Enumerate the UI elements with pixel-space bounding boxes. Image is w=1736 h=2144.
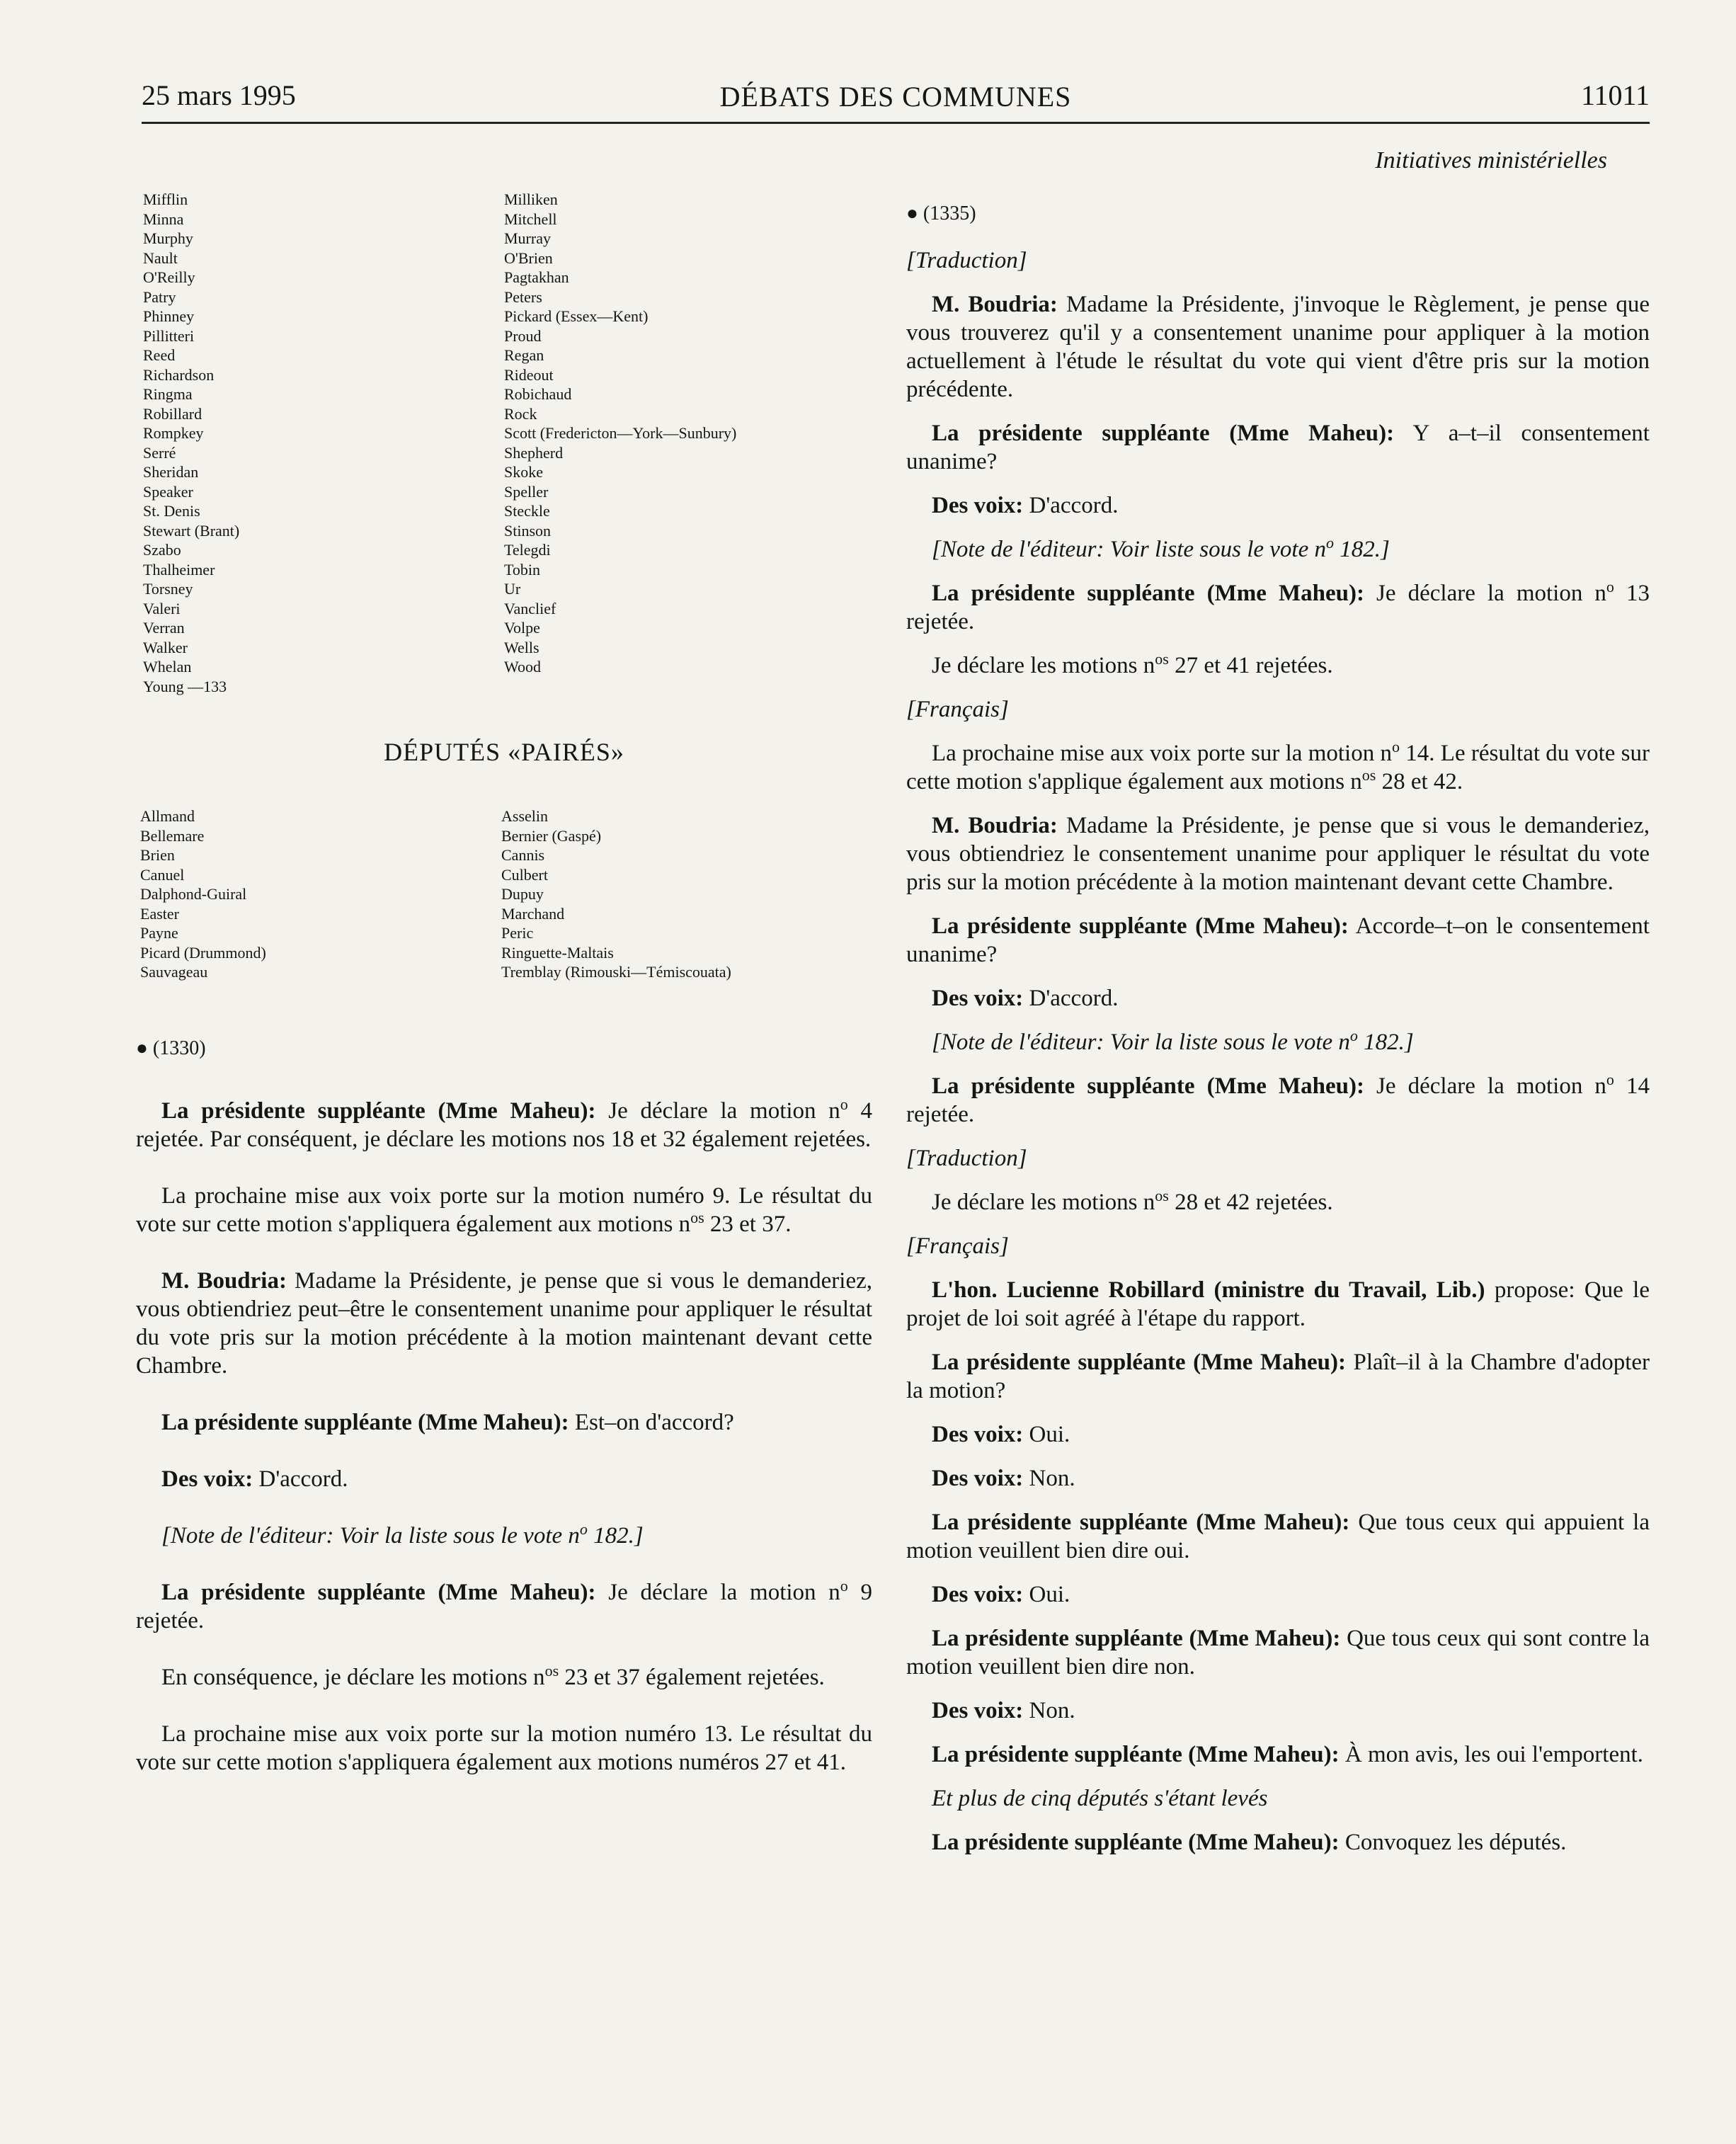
- stage-direction: Et plus de cinq députés s'étant levés: [932, 1786, 1268, 1811]
- section-heading: Initiatives ministérielles: [1375, 147, 1607, 173]
- member-name: Serré: [143, 443, 176, 462]
- member-name: Mitchell: [504, 210, 557, 228]
- member-name: Ringuette-Maltais: [501, 943, 614, 962]
- member-name: Rock: [504, 404, 537, 423]
- member-name: Minna: [143, 210, 184, 228]
- paired-column-2: [501, 806, 855, 982]
- member-name: Regan: [504, 346, 544, 364]
- paired-names-list: [136, 806, 872, 982]
- speaker: L'hon. Lucienne Robillard (ministre du Travail, Lib.): [932, 1277, 1485, 1303]
- member-name: Walker: [143, 638, 188, 656]
- member-name: Reed: [143, 346, 176, 364]
- member-name: Vanclief: [504, 599, 556, 617]
- member-name: Payne: [140, 924, 178, 942]
- member-name: Pillitteri: [143, 326, 195, 345]
- paragraph: Des voix: Non.: [932, 1466, 1075, 1491]
- paragraph: La présidente suppléante (Mme Maheu): Accorde–t–on le consentement unanime?: [906, 913, 1650, 967]
- paragraph: La présidente suppléante (Mme Maheu): Je déclare la motion $n^o$ 4 rejetée. Par conséquent, je déclare les motions nos 18 et 32 également rejetées.: [136, 1095, 872, 1152]
- speaker: La présidente suppléante (Mme Maheu):: [932, 1742, 1340, 1767]
- speaker: La présidente suppléante (Mme Maheu):: [932, 1073, 1364, 1099]
- member-name: Shepherd: [504, 443, 564, 462]
- speaker: La présidente suppléante (Mme Maheu):: [932, 581, 1364, 606]
- member-name: Asselin: [501, 807, 548, 825]
- member-name: Dalphond-Guiral: [140, 885, 247, 903]
- page-number: 11011: [1580, 79, 1650, 111]
- language-marker: [Traduction]: [906, 1146, 1027, 1171]
- paired-members-title: DÉPUTÉS «PAIRÉS»: [384, 738, 624, 766]
- editor-note: [Note de l'éditeur: Voir liste sous le vote $n^o$ 182.]: [932, 534, 1390, 562]
- paragraph: M. Boudria: Madame la Présidente, je pense que si vous le demanderiez, vous obtiendriez le consentement unanime pour appliquer le résultat du vote pris sur la motion précédente à la motion maintenant devant cette Chambre.: [906, 813, 1650, 895]
- member-name: Nault: [143, 249, 178, 267]
- editor-note: [Note de l'éditeur: Voir la liste sous le vote $n^o$ 182.]: [161, 1519, 644, 1549]
- paragraph: La présidente suppléante (Mme Maheu): Je déclare la motion $n^o$ 14 rejetée.: [906, 1071, 1650, 1127]
- member-name: Pagtakhan: [504, 268, 569, 286]
- speaker: Des voix:: [932, 493, 1024, 518]
- member-name: Young —133: [143, 677, 227, 695]
- speaker: La présidente suppléante (Mme Maheu):: [932, 1350, 1346, 1375]
- member-name: Tremblay (Rimouski—Témiscouata): [501, 963, 731, 981]
- paragraph: La présidente suppléante (Mme Maheu): Je déclare la motion $n^o$ 9 rejetée.: [136, 1576, 872, 1633]
- names-column-1: [136, 190, 504, 696]
- member-name: Canuel: [140, 865, 185, 884]
- paragraph: M. Boudria: Madame la Présidente, je pense que si vous le demanderiez, vous obtiendriez peut–être le consentement unanime pour appliquer le résultat du vote pris sur la motion précédente à la motion maintenant devant cette Chambre.: [136, 1267, 872, 1379]
- header-title: DÉBATS DES COMMUNES: [719, 81, 1072, 113]
- speaker: La présidente suppléante (Mme Maheu):: [161, 1409, 569, 1435]
- member-name: Marchand: [501, 904, 565, 923]
- speaker: La présidente suppléante (Mme Maheu):: [932, 1510, 1350, 1535]
- member-name: Verran: [143, 619, 185, 637]
- speaker: M. Boudria:: [932, 813, 1058, 838]
- paragraph: La présidente suppléante (Mme Maheu): Que tous ceux qui sont contre la motion veuillent bien dire non.: [906, 1626, 1650, 1680]
- member-name: Stinson: [504, 521, 552, 540]
- member-name: Valeri: [143, 599, 181, 617]
- paragraph: Je déclare les motions $n^{os}$ 27 et 41 rejetées.: [932, 650, 1333, 678]
- header-date: 25 mars 1995: [142, 79, 296, 111]
- speaker: La présidente suppléante (Mme Maheu):: [932, 913, 1349, 939]
- member-name: Wells: [504, 638, 539, 656]
- member-name: Steckle: [504, 502, 550, 520]
- editor-note: [Note de l'éditeur: Voir la liste sous le vote $n^o$ 182.]: [932, 1027, 1414, 1055]
- member-name: Murphy: [143, 229, 193, 247]
- member-name: Sheridan: [143, 463, 199, 481]
- member-name: Pickard (Essex—Kent): [504, 307, 649, 325]
- member-name: O'Reilly: [143, 268, 195, 286]
- member-name: Volpe: [504, 619, 540, 637]
- member-name: Ringma: [143, 385, 193, 403]
- speaker: La présidente suppléante (Mme Maheu):: [932, 1626, 1341, 1651]
- member-name: Telegdi: [504, 541, 551, 559]
- paragraph: Des voix: D'accord.: [932, 986, 1119, 1011]
- paragraph: Des voix: Non.: [932, 1698, 1075, 1723]
- paragraph: Des voix: Oui.: [932, 1422, 1070, 1447]
- member-name: Bellemare: [140, 826, 205, 845]
- paragraph: La présidente suppléante (Mme Maheu): Est–on d'accord?: [161, 1409, 734, 1435]
- paragraph: En conséquence, je déclare les motions $n^{os}$ 23 et 37 également rejetées.: [161, 1661, 825, 1690]
- member-name: Thalheimer: [143, 560, 215, 578]
- member-name: Richardson: [143, 365, 215, 384]
- member-name: Wood: [504, 658, 542, 675]
- member-name: Mifflin: [143, 190, 188, 208]
- paragraph: La présidente suppléante (Mme Maheu): Je déclare la motion $n^o$ 13 rejetée.: [906, 578, 1650, 634]
- member-name: Skoke: [504, 463, 543, 481]
- timestamp: ● (1335): [906, 203, 976, 224]
- left-column: [136, 190, 872, 1805]
- member-name: Sauvageau: [140, 963, 208, 981]
- speaker: La présidente suppléante (Mme Maheu):: [932, 1830, 1340, 1855]
- timestamp: ● (1330): [136, 1037, 206, 1059]
- paragraph: M. Boudria: Madame la Présidente, j'invoque le Règlement, je pense que vous trouverez qu'il y a consentement unanime pour appliquer à la motion actuellement à l'étude le résultat du vote qui vient d'être pris sur la motion précédente.: [906, 292, 1650, 402]
- member-name: Phinney: [143, 307, 195, 325]
- speaker: Des voix:: [932, 1582, 1024, 1607]
- speaker: Des voix:: [932, 1466, 1024, 1491]
- paragraph: La prochaine mise aux voix porte sur la motion $n^o$ 14. Le résultat du vote sur cette motion s'applique également aux motions $n^{os}$ 28 et 42.: [906, 738, 1650, 794]
- paragraph: Je déclare les motions $n^{os}$ 28 et 42 rejetées.: [932, 1187, 1333, 1215]
- paragraph: La prochaine mise aux voix porte sur la motion numéro 13. Le résultat du vote sur cette motion s'appliquera également aux motions numéros 27 et 41.: [136, 1721, 872, 1775]
- member-name: Milliken: [504, 190, 558, 208]
- member-name: Robichaud: [504, 385, 572, 403]
- speaker: M. Boudria:: [932, 292, 1058, 317]
- paragraph: L'hon. Lucienne Robillard (ministre du Travail, Lib.) propose: Que le projet de loi soit agréé à l'étape du rapport.: [906, 1277, 1650, 1331]
- member-name: Cannis: [501, 846, 545, 864]
- member-name: Picard (Drummond): [140, 943, 266, 962]
- right-column: [906, 147, 1650, 1872]
- member-name: Rideout: [504, 365, 554, 384]
- member-name: Scott (Fredericton—York—Sunbury): [504, 424, 737, 442]
- member-name: O'Brien: [504, 249, 553, 267]
- paragraph: Des voix: D'accord.: [161, 1466, 348, 1492]
- member-name: Culbert: [501, 865, 548, 884]
- names-column-2: [504, 190, 858, 696]
- paragraph: La présidente suppléante (Mme Maheu): À mon avis, les oui l'emportent.: [932, 1742, 1644, 1767]
- vote-names-list: [136, 190, 872, 696]
- member-name: Proud: [504, 326, 542, 345]
- member-name: Rompkey: [143, 424, 204, 442]
- paired-column-1: [136, 806, 501, 982]
- member-name: St. Denis: [143, 502, 200, 520]
- language-marker: [Traduction]: [906, 248, 1027, 273]
- paragraph: La prochaine mise aux voix porte sur la motion numéro 9. Le résultat du vote sur cette motion s'appliquera également aux motions $n^{os}$ 23 et 37.: [136, 1182, 872, 1237]
- speaker: Des voix:: [932, 986, 1024, 1011]
- paragraph: Des voix: D'accord.: [932, 493, 1119, 518]
- member-name: Easter: [140, 904, 179, 923]
- member-name: Ur: [504, 580, 521, 598]
- member-name: Robillard: [143, 404, 202, 423]
- member-name: Tobin: [504, 560, 541, 578]
- page-header: [142, 65, 1650, 124]
- member-name: Allmand: [140, 807, 195, 825]
- member-name: Szabo: [143, 541, 181, 559]
- member-name: Speaker: [143, 482, 193, 501]
- speaker: La présidente suppléante (Mme Maheu):: [161, 1579, 596, 1605]
- speaker: La présidente suppléante (Mme Maheu):: [161, 1097, 596, 1124]
- member-name: Speller: [504, 482, 549, 501]
- speaker: La présidente suppléante (Mme Maheu):: [932, 421, 1395, 446]
- member-name: Brien: [140, 846, 175, 864]
- member-name: Stewart (Brant): [143, 521, 240, 540]
- language-marker: [Français]: [906, 697, 1009, 722]
- paragraph: La présidente suppléante (Mme Maheu): Plaît–il à la Chambre d'adopter la motion?: [906, 1350, 1650, 1403]
- member-name: Bernier (Gaspé): [501, 826, 602, 845]
- paragraph: La présidente suppléante (Mme Maheu): Y a–t–il consentement unanime?: [906, 421, 1650, 474]
- speaker: M. Boudria:: [161, 1267, 287, 1294]
- member-name: Murray: [504, 229, 551, 247]
- language-marker: [Français]: [906, 1233, 1009, 1259]
- member-name: Peters: [504, 287, 542, 306]
- member-name: Patry: [143, 287, 176, 306]
- member-name: Torsney: [143, 580, 193, 598]
- paragraph: La présidente suppléante (Mme Maheu): Convoquez les députés.: [932, 1830, 1567, 1855]
- speaker: Des voix:: [161, 1466, 253, 1492]
- member-name: Peric: [501, 924, 534, 942]
- member-name: Whelan: [143, 658, 192, 675]
- speaker: Des voix:: [932, 1698, 1024, 1723]
- paragraph: La présidente suppléante (Mme Maheu): Que tous ceux qui appuient la motion veuillent bien dire oui.: [906, 1510, 1650, 1563]
- paragraph: Des voix: Oui.: [932, 1582, 1070, 1607]
- member-name: Dupuy: [501, 885, 544, 903]
- speaker: Des voix:: [932, 1422, 1024, 1447]
